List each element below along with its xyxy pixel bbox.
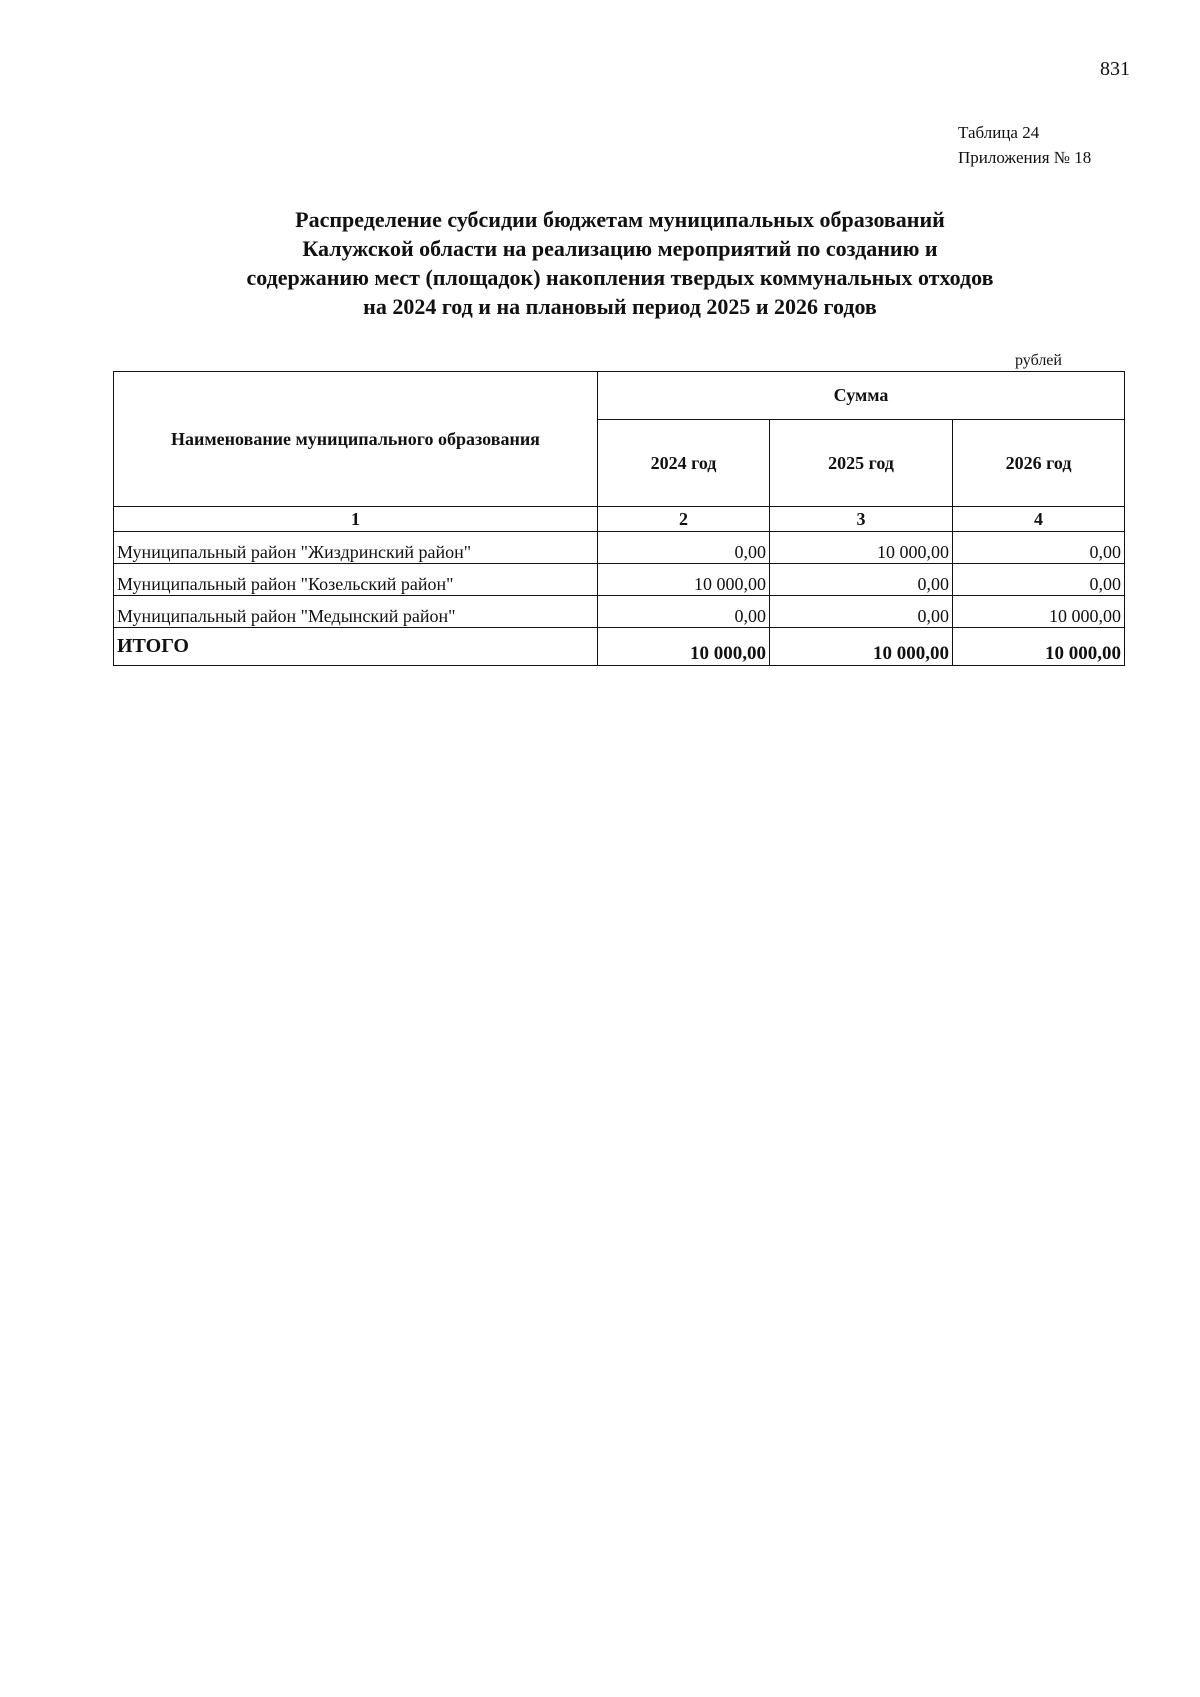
table-row: [114, 564, 1125, 596]
column-number: 4: [953, 507, 1125, 532]
header-year-2024: 2024 год: [598, 420, 770, 507]
total-2024: 10 000,00: [598, 628, 770, 666]
total-2025: 10 000,00: [770, 628, 953, 666]
table-label: Таблица 24: [958, 123, 1040, 142]
amount-2024: 0,00: [598, 596, 770, 628]
municipality-name: Муниципальный район "Козельский район": [114, 564, 598, 596]
total-row: [114, 628, 1125, 666]
amount-2025: 10 000,00: [770, 532, 953, 564]
header-year-2026: 2026 год: [953, 420, 1125, 507]
subsidy-table: [113, 371, 1125, 666]
column-number: 2: [598, 507, 770, 532]
header-row: [114, 372, 1125, 420]
appendix-reference: [958, 120, 1091, 170]
amount-2024: 10 000,00: [598, 564, 770, 596]
attachment-label: Приложения № 18: [958, 148, 1092, 167]
amount-2025: 0,00: [770, 596, 953, 628]
column-number: 3: [770, 507, 953, 532]
table-row: [114, 532, 1125, 564]
total-2026: 10 000,00: [953, 628, 1125, 666]
municipality-name: Муниципальный район "Медынский район": [114, 596, 598, 628]
page-number: 831: [1100, 58, 1130, 80]
table-row: [114, 596, 1125, 628]
title-line: на 2024 год и на плановый период 2025 и 2026 годов: [363, 294, 877, 319]
amount-2026: 10 000,00: [953, 596, 1125, 628]
document-title: [150, 205, 1090, 321]
amount-2024: 0,00: [598, 532, 770, 564]
column-number: 1: [114, 507, 598, 532]
total-label: ИТОГО: [114, 628, 598, 666]
header-sum: Сумма: [598, 372, 1125, 420]
amount-2026: 0,00: [953, 532, 1125, 564]
header-municipality: Наименование муниципального образования: [114, 372, 598, 507]
municipality-name: Муниципальный район "Жиздринский район": [114, 532, 598, 564]
title-line: Распределение субсидии бюджетам муниципальных образований: [295, 207, 945, 232]
title-line: содержанию мест (площадок) накопления твердых коммунальных отходов: [246, 265, 994, 290]
amount-2026: 0,00: [953, 564, 1125, 596]
units-label: рублей: [1015, 352, 1062, 369]
title-line: Калужской области на реализацию мероприятий по созданию и: [302, 236, 938, 261]
column-numbers-row: [114, 507, 1125, 532]
amount-2025: 0,00: [770, 564, 953, 596]
header-year-2025: 2025 год: [770, 420, 953, 507]
